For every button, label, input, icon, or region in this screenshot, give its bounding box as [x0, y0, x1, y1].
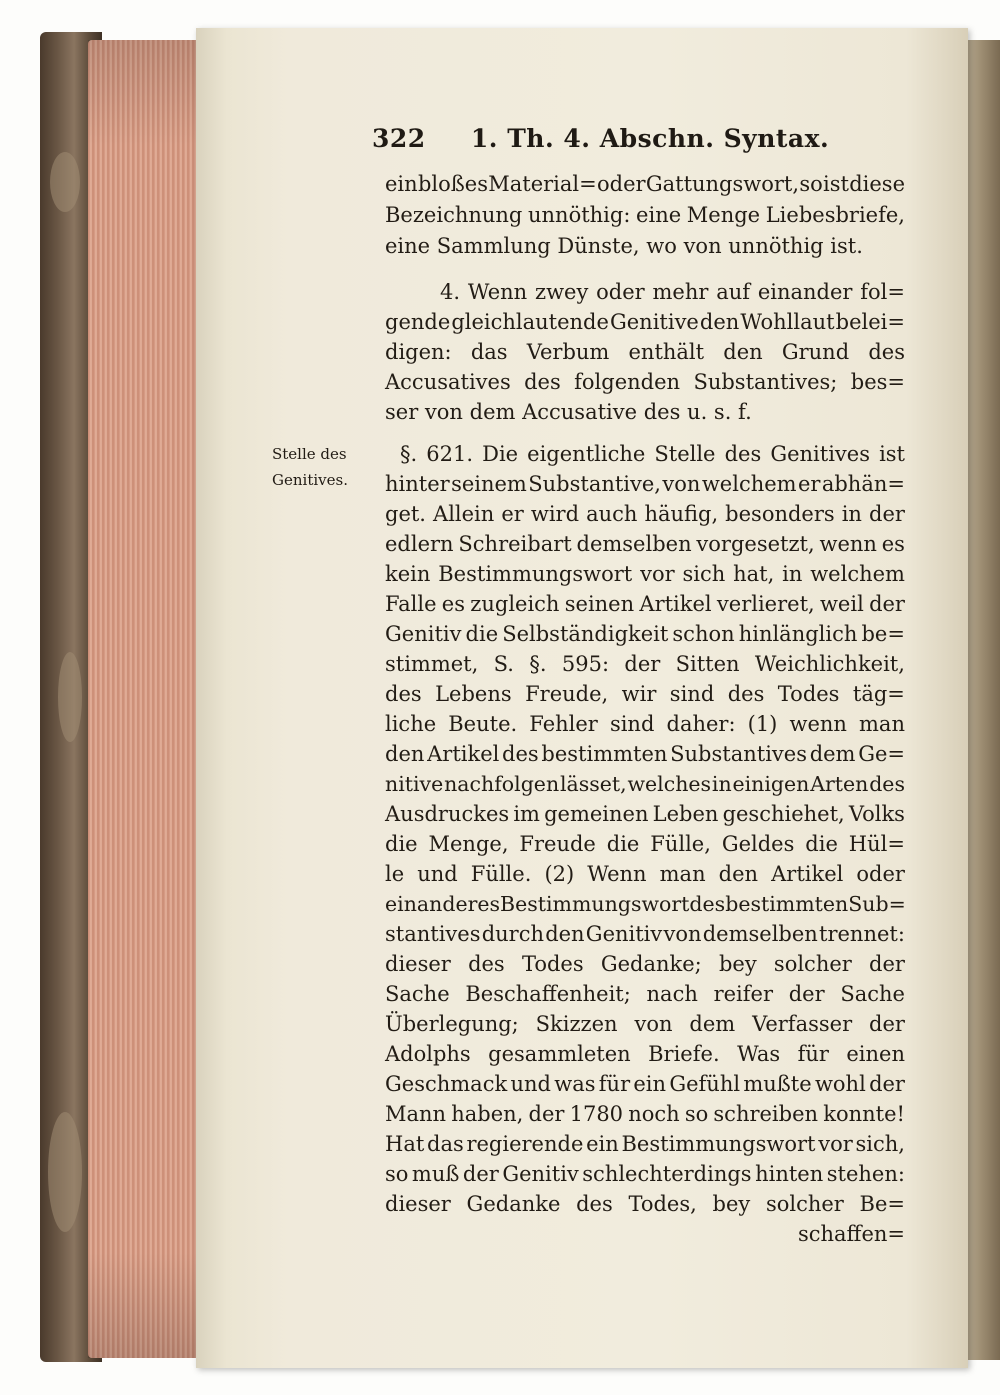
text-line: stimmet, S. §. 595: der Sitten Weichlichkeit,	[385, 652, 905, 676]
text-line: gende gleichlautende Genitive den Wohllaut belei=	[385, 310, 905, 334]
text-line: des Lebens Freude, wir sind des Todes täg=	[385, 682, 905, 706]
text-line: ein bloßes Material= oder Gattungswort, so ist diese	[385, 172, 905, 196]
text-line: Überlegung; Skizzen von dem Verfasser der	[385, 1012, 905, 1036]
text-line: liche Beute. Fehler sind daher: (1) wenn man	[385, 712, 905, 736]
text-line: Sache Beschaffenheit; nach reifer der Sache	[385, 982, 905, 1006]
text-line: eine Sammlung Dünste, wo von unnöthig ist.	[385, 234, 863, 258]
text-line: get. Allein er wird auch häufig, besonders in der	[385, 502, 905, 526]
text-line: dieser des Todes Gedanke; bey solcher der	[385, 952, 905, 976]
text-line: Mann haben, der 1780 noch so schreiben konnte!	[385, 1102, 905, 1126]
page-number: 322	[372, 124, 426, 153]
text-line: stantives durch den Genitiv von demselben trennet:	[385, 922, 905, 946]
text-line: Ausdruckes im gemeinen Leben geschiehet, Volks	[385, 802, 905, 826]
cover-wear-spot	[50, 152, 80, 212]
text-line: hinter seinem Substantive, von welchem er abhän=	[385, 472, 905, 496]
text-line: die Menge, Freude die Fülle, Geldes die Hül=	[385, 832, 905, 856]
text-line: den Artikel des bestimmten Substantives dem Ge=	[385, 742, 905, 766]
text-line: Bezeichnung unnöthig: eine Menge Liebesbriefe,	[385, 203, 905, 227]
text-line: Accusatives des folgenden Substantives; bes=	[385, 370, 905, 394]
text-line: dieser Gedanke des Todes, bey solcher Be=	[385, 1192, 905, 1216]
margin-note-line2: Genitives.	[272, 471, 348, 489]
text-line: kein Bestimmungswort vor sich hat, in welchem	[385, 562, 905, 586]
text-line: Hat das regierende ein Bestimmungswort vor sich,	[385, 1132, 905, 1156]
running-header	[372, 124, 842, 153]
cover-wear-spot	[48, 1112, 82, 1232]
text-line: nitive nachfolgen lässet, welches in einigen Arten des	[385, 772, 905, 796]
text-line: so muß der Genitiv schlechterdings hinten stehen:	[385, 1162, 905, 1186]
margin-note-line1: Stelle des	[272, 445, 347, 463]
running-title: 1. Th. 4. Abschn. Syntax.	[470, 124, 830, 153]
text-line: digen: das Verbum enthält den Grund des	[385, 340, 905, 364]
text-line: Genitiv die Selbständigkeit schon hinlänglich be=	[385, 622, 905, 646]
text-line: edlern Schreibart demselben vorgesetzt, wenn es	[385, 532, 905, 556]
text-line: Falle es zugleich seinen Artikel verlieret, weil der	[385, 592, 905, 616]
text-line: Geschmack und was für ein Gefühl mußte wohl der	[385, 1072, 905, 1096]
catchword: schaffen=	[797, 1222, 905, 1246]
text-line: Adolphs gesammleten Briefe. Was für einen	[385, 1042, 905, 1066]
text-line: ser von dem Accusative des u. s. f.	[385, 400, 752, 424]
text-line: 4. Wenn zwey oder mehr auf einander fol=	[440, 280, 905, 304]
text-line: §. 621. Die eigentliche Stelle des Genitives ist	[400, 442, 905, 466]
text-line: ein anderes Bestimmungswort des bestimmten Sub=	[385, 892, 906, 916]
cover-wear-spot	[58, 652, 82, 742]
text-line: le und Fülle. (2) Wenn man den Artikel oder	[385, 862, 905, 886]
